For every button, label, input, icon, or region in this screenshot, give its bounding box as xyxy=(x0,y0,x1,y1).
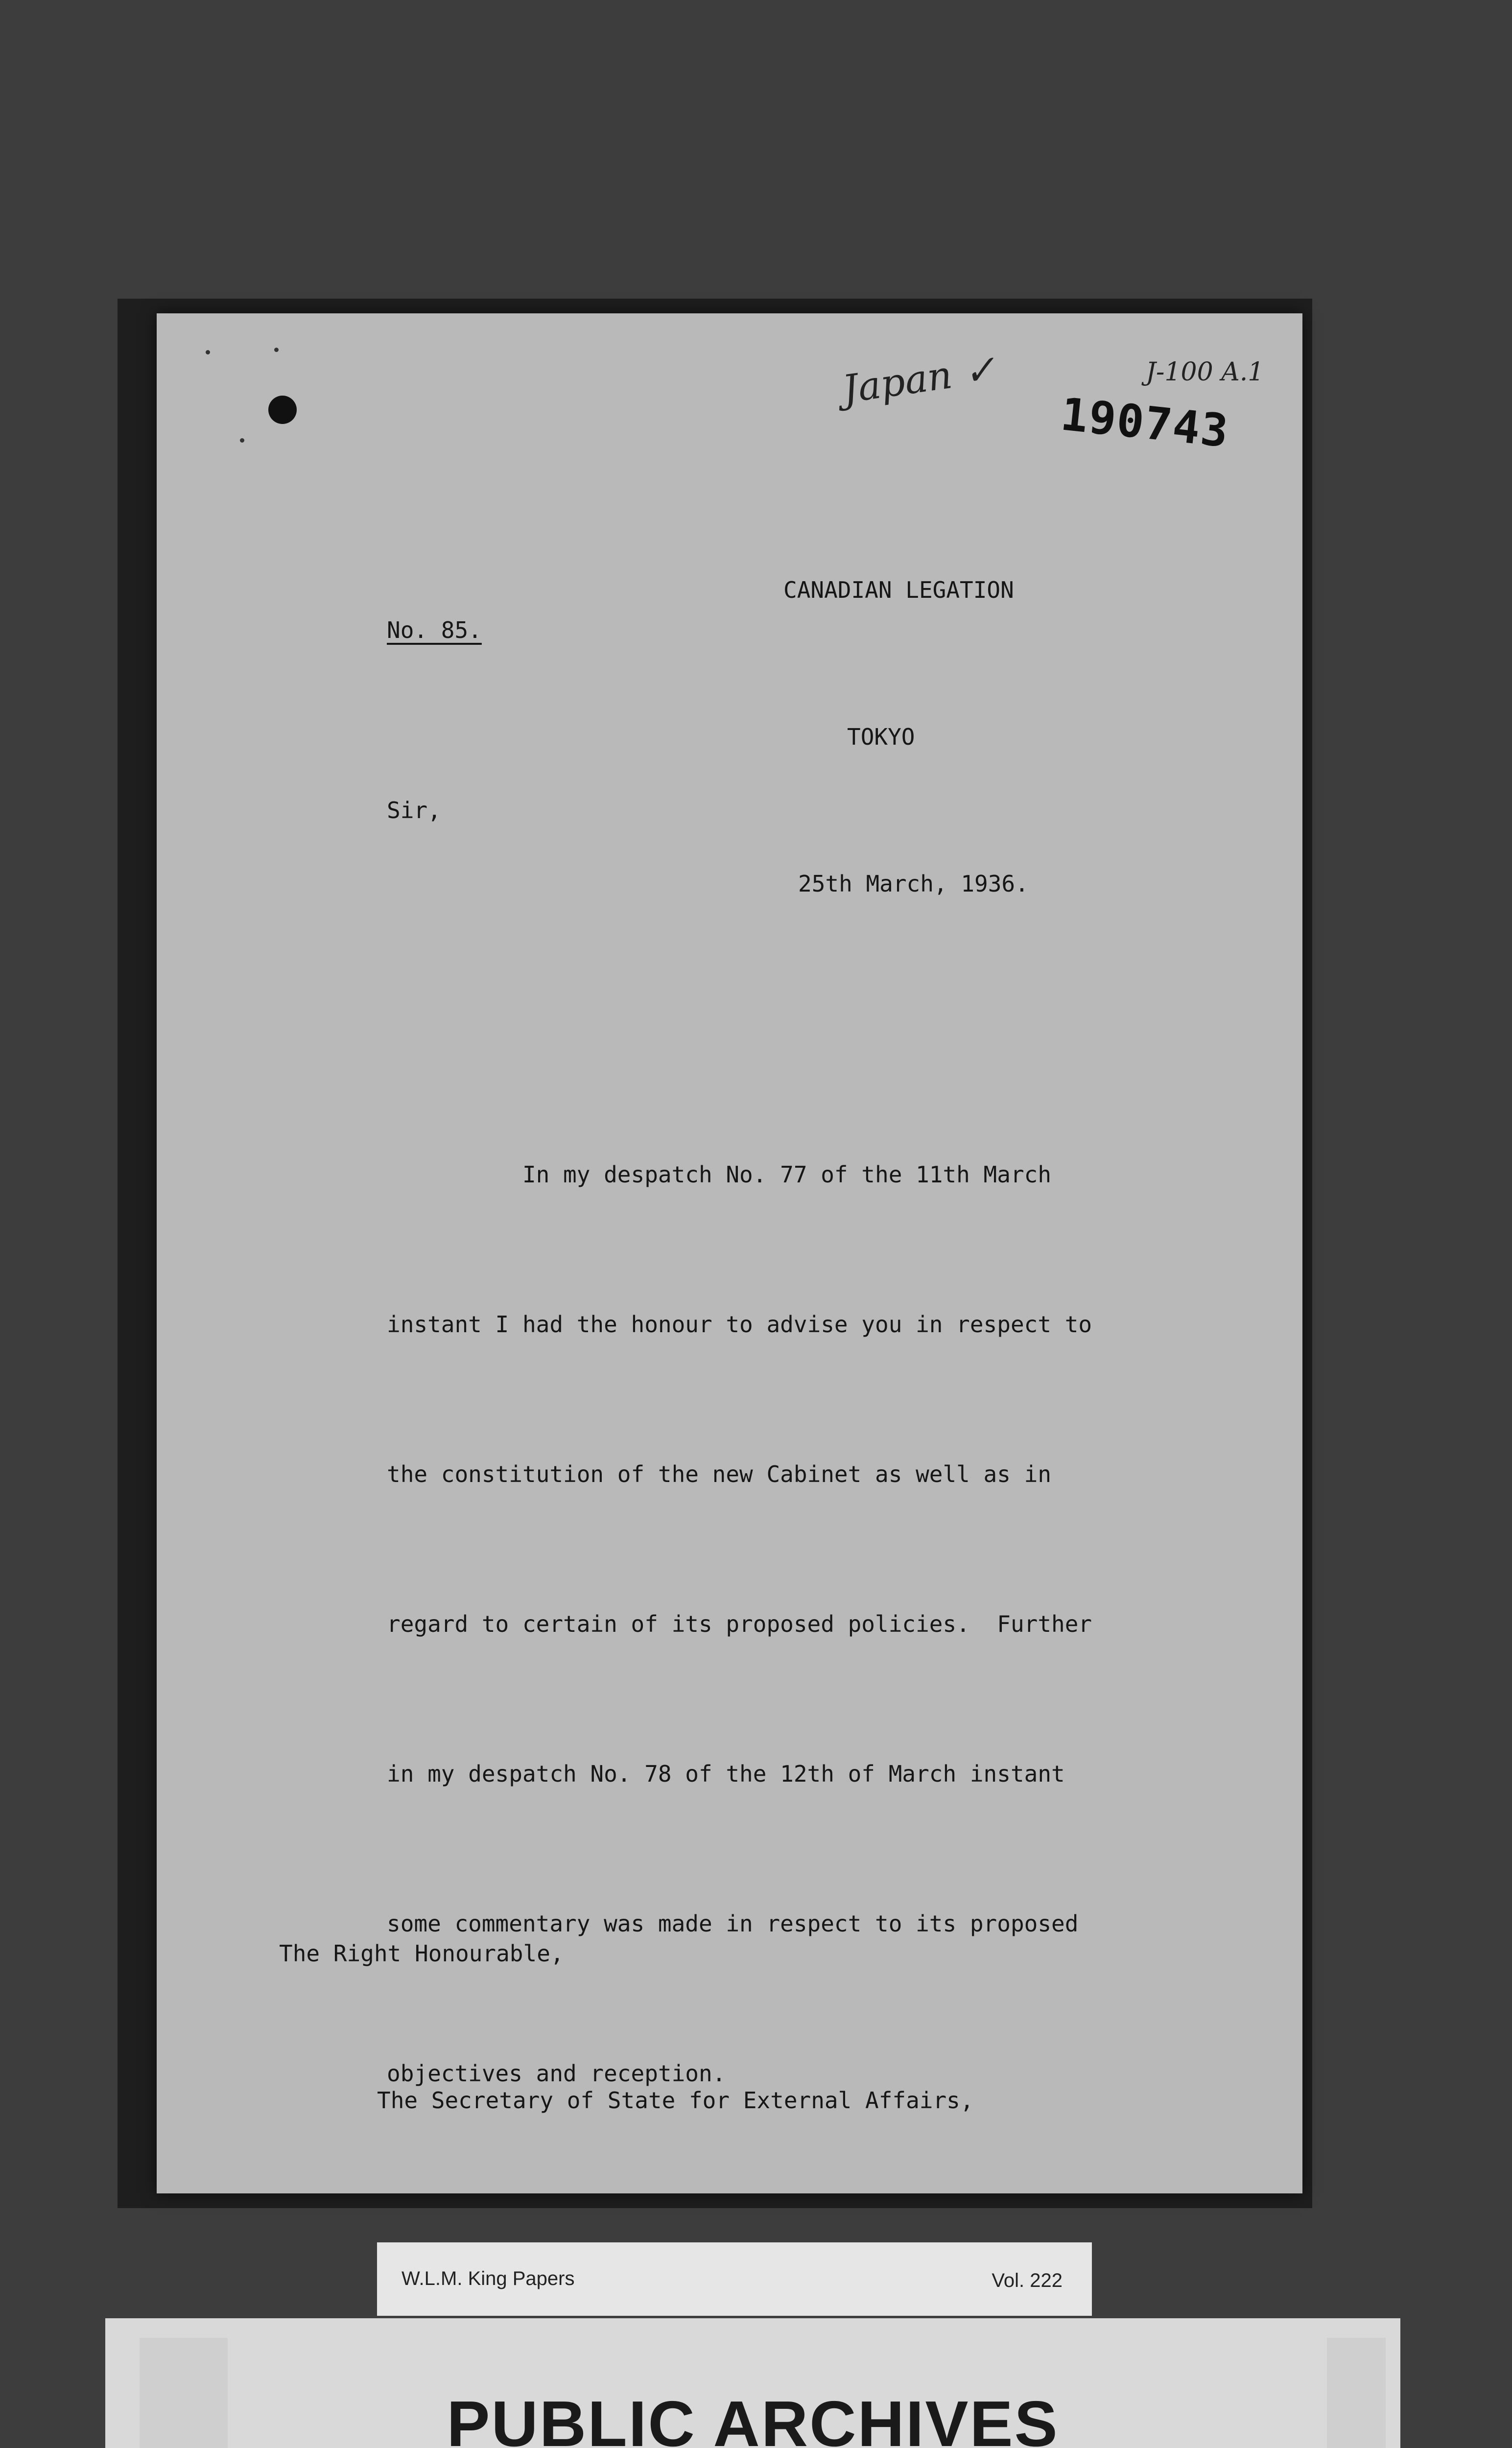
address-line: The Right Honourable, xyxy=(279,1940,564,1967)
legation-name: CANADIAN LEGATION xyxy=(783,577,1014,603)
body-line: In my despatch No. 77 of the 11th March xyxy=(387,1161,1052,1188)
body-line: the constitution of the new Cabinet as well as in xyxy=(387,1461,1052,1487)
recipient-address xyxy=(279,1831,974,2193)
salutation: Sir, xyxy=(387,797,441,824)
archive-title-en: PUBLIC ARCHIVES xyxy=(447,2388,1059,2448)
body-line: regard to certain of its proposed policies. Further xyxy=(387,1611,1092,1637)
file-stamp-number: 190743 xyxy=(1058,388,1231,458)
speck xyxy=(274,348,279,352)
volume-number: Vol. 222 xyxy=(992,2270,1063,2291)
body-line: objectives and reception. xyxy=(387,2060,726,2087)
speck xyxy=(240,438,244,443)
body-line: instant I had the honour to advise you in respect to xyxy=(387,1311,1092,1338)
body-line: some commentary was made in respect to its proposed xyxy=(387,1910,1079,1937)
letter-date: 25th March, 1936. xyxy=(798,871,1029,897)
handwritten-ref: J-100 A.1 xyxy=(1146,357,1264,387)
punch-hole xyxy=(268,396,297,424)
archive-card xyxy=(105,2318,1400,2448)
despatch-number: No. 85. xyxy=(387,617,482,643)
speck xyxy=(206,350,210,354)
letter-page xyxy=(157,313,1302,2193)
handwritten-note: Japan ✓ xyxy=(840,347,999,412)
legation-city: TOKYO xyxy=(847,724,915,750)
collection-label xyxy=(377,2242,1092,2316)
collection-name: W.L.M. King Papers xyxy=(402,2268,575,2289)
address-line: The Secretary of State for External Affairs, xyxy=(377,2087,974,2114)
body-line: in my despatch No. 78 of the 12th of March instant xyxy=(387,1761,1065,1787)
